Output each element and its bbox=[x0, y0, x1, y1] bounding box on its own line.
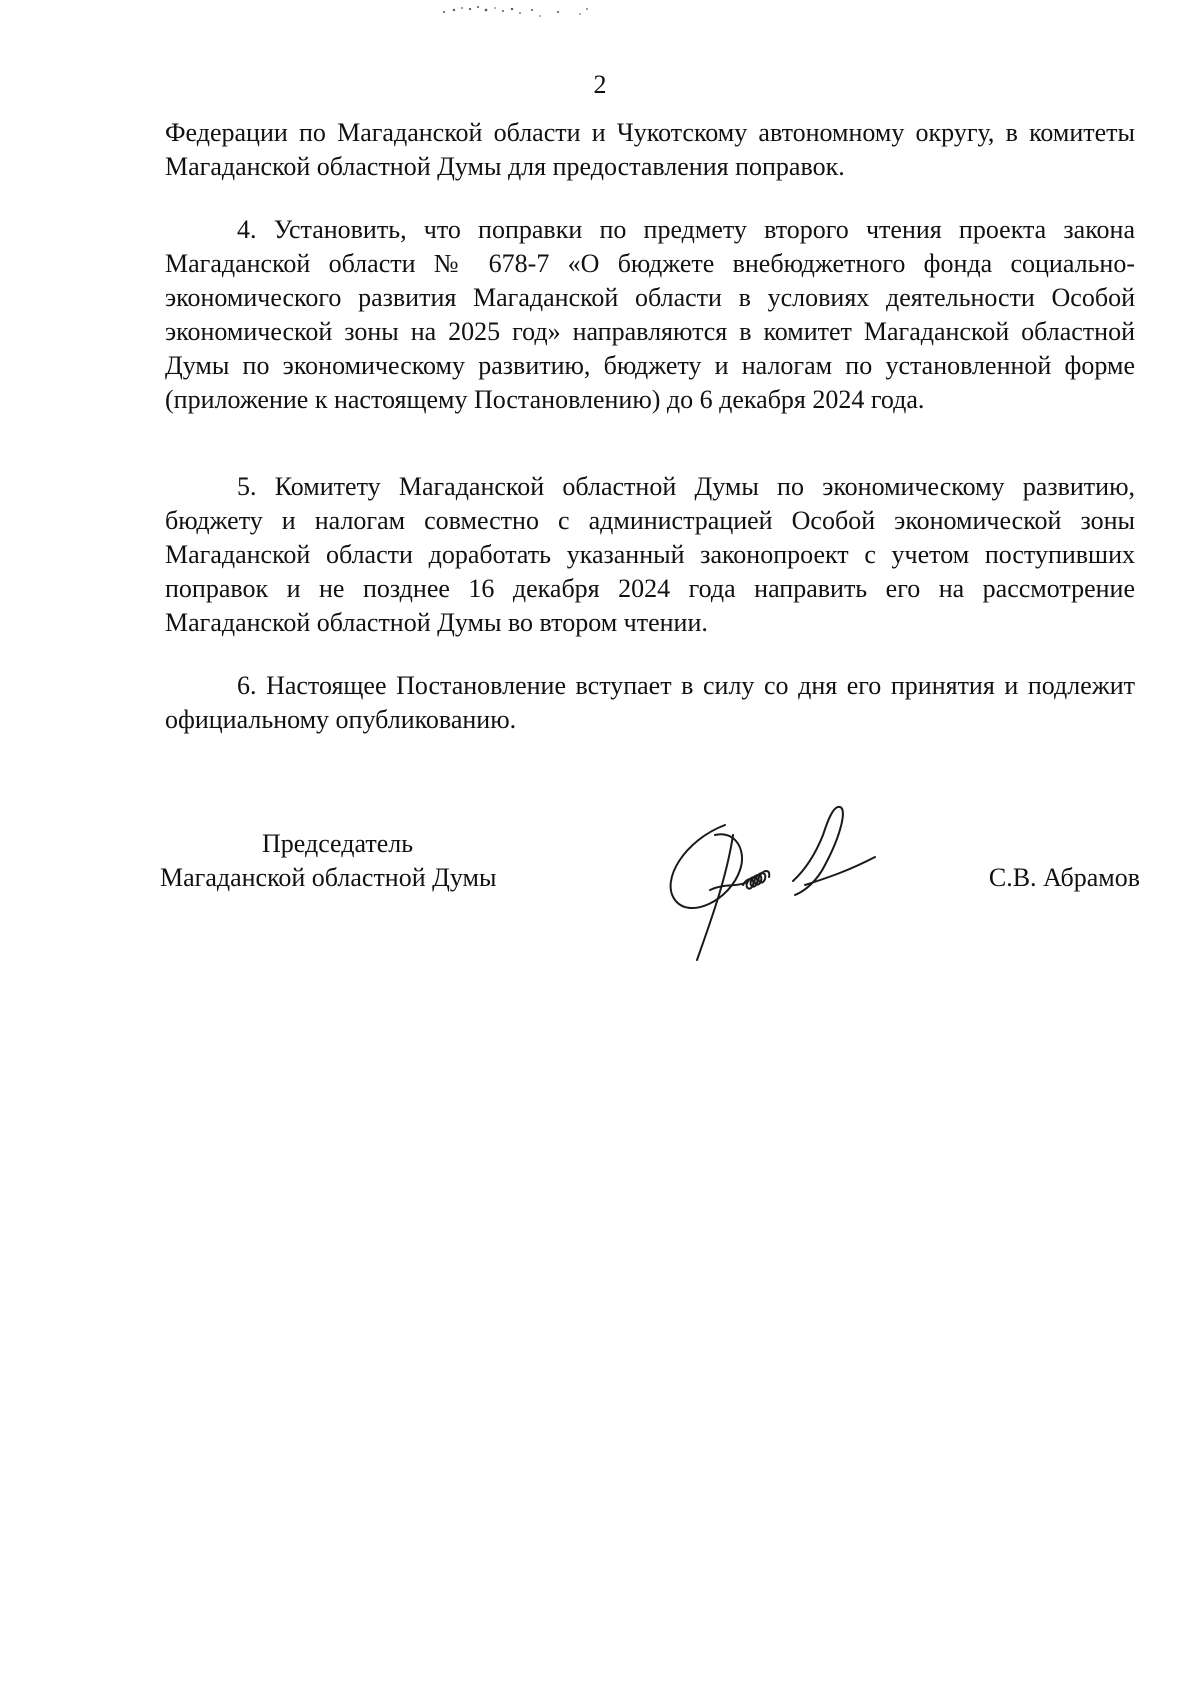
paragraph-continuation: Федерации по Магаданской области и Чукотскому автономному округу, в комитеты Магаданской областной Думы для предоставления поправок. bbox=[165, 118, 1135, 181]
paragraph-item-5: 5. Комитету Магаданской областной Думы по экономическому развитию, бюджету и налогам совместно с администрацией Особой экономической зоны Магаданской области доработать указанный законопроект с учетом поступивших поправок и не позднее 16 декабря 2024 года направить его на рассмотрение Магаданской областной Думы во втором чтении. bbox=[165, 472, 1135, 637]
signatory-name: С.В. Абрамов bbox=[988, 863, 1140, 892]
page-number: 2 bbox=[593, 70, 607, 99]
signatory-title-line1: Председатель bbox=[262, 829, 414, 858]
scan-artifact bbox=[440, 0, 660, 30]
signatory-title bbox=[160, 827, 540, 895]
signatory-title-line2: Магаданской областной Думы bbox=[160, 863, 497, 892]
paragraph-item-6: 6. Настоящее Постановление вступает в силу со дня его принятия и подлежит официальному опубликованию. bbox=[165, 671, 1135, 734]
paragraph-item-4: 4. Установить, что поправки по предмету второго чтения проекта закона Магаданской области № 678-7 «О бюджете внебюджетного фонда социально-экономического развития Магаданской области в условиях деятельности Особой экономической зоны на 2025 год» направляются в комитет Магаданской областной Думы по экономическому развитию, бюджету и налогам по установленной форме (приложение к настоящему Постановлению) до 6 декабря 2024 года. bbox=[165, 215, 1135, 414]
handwritten-signature bbox=[655, 795, 885, 965]
